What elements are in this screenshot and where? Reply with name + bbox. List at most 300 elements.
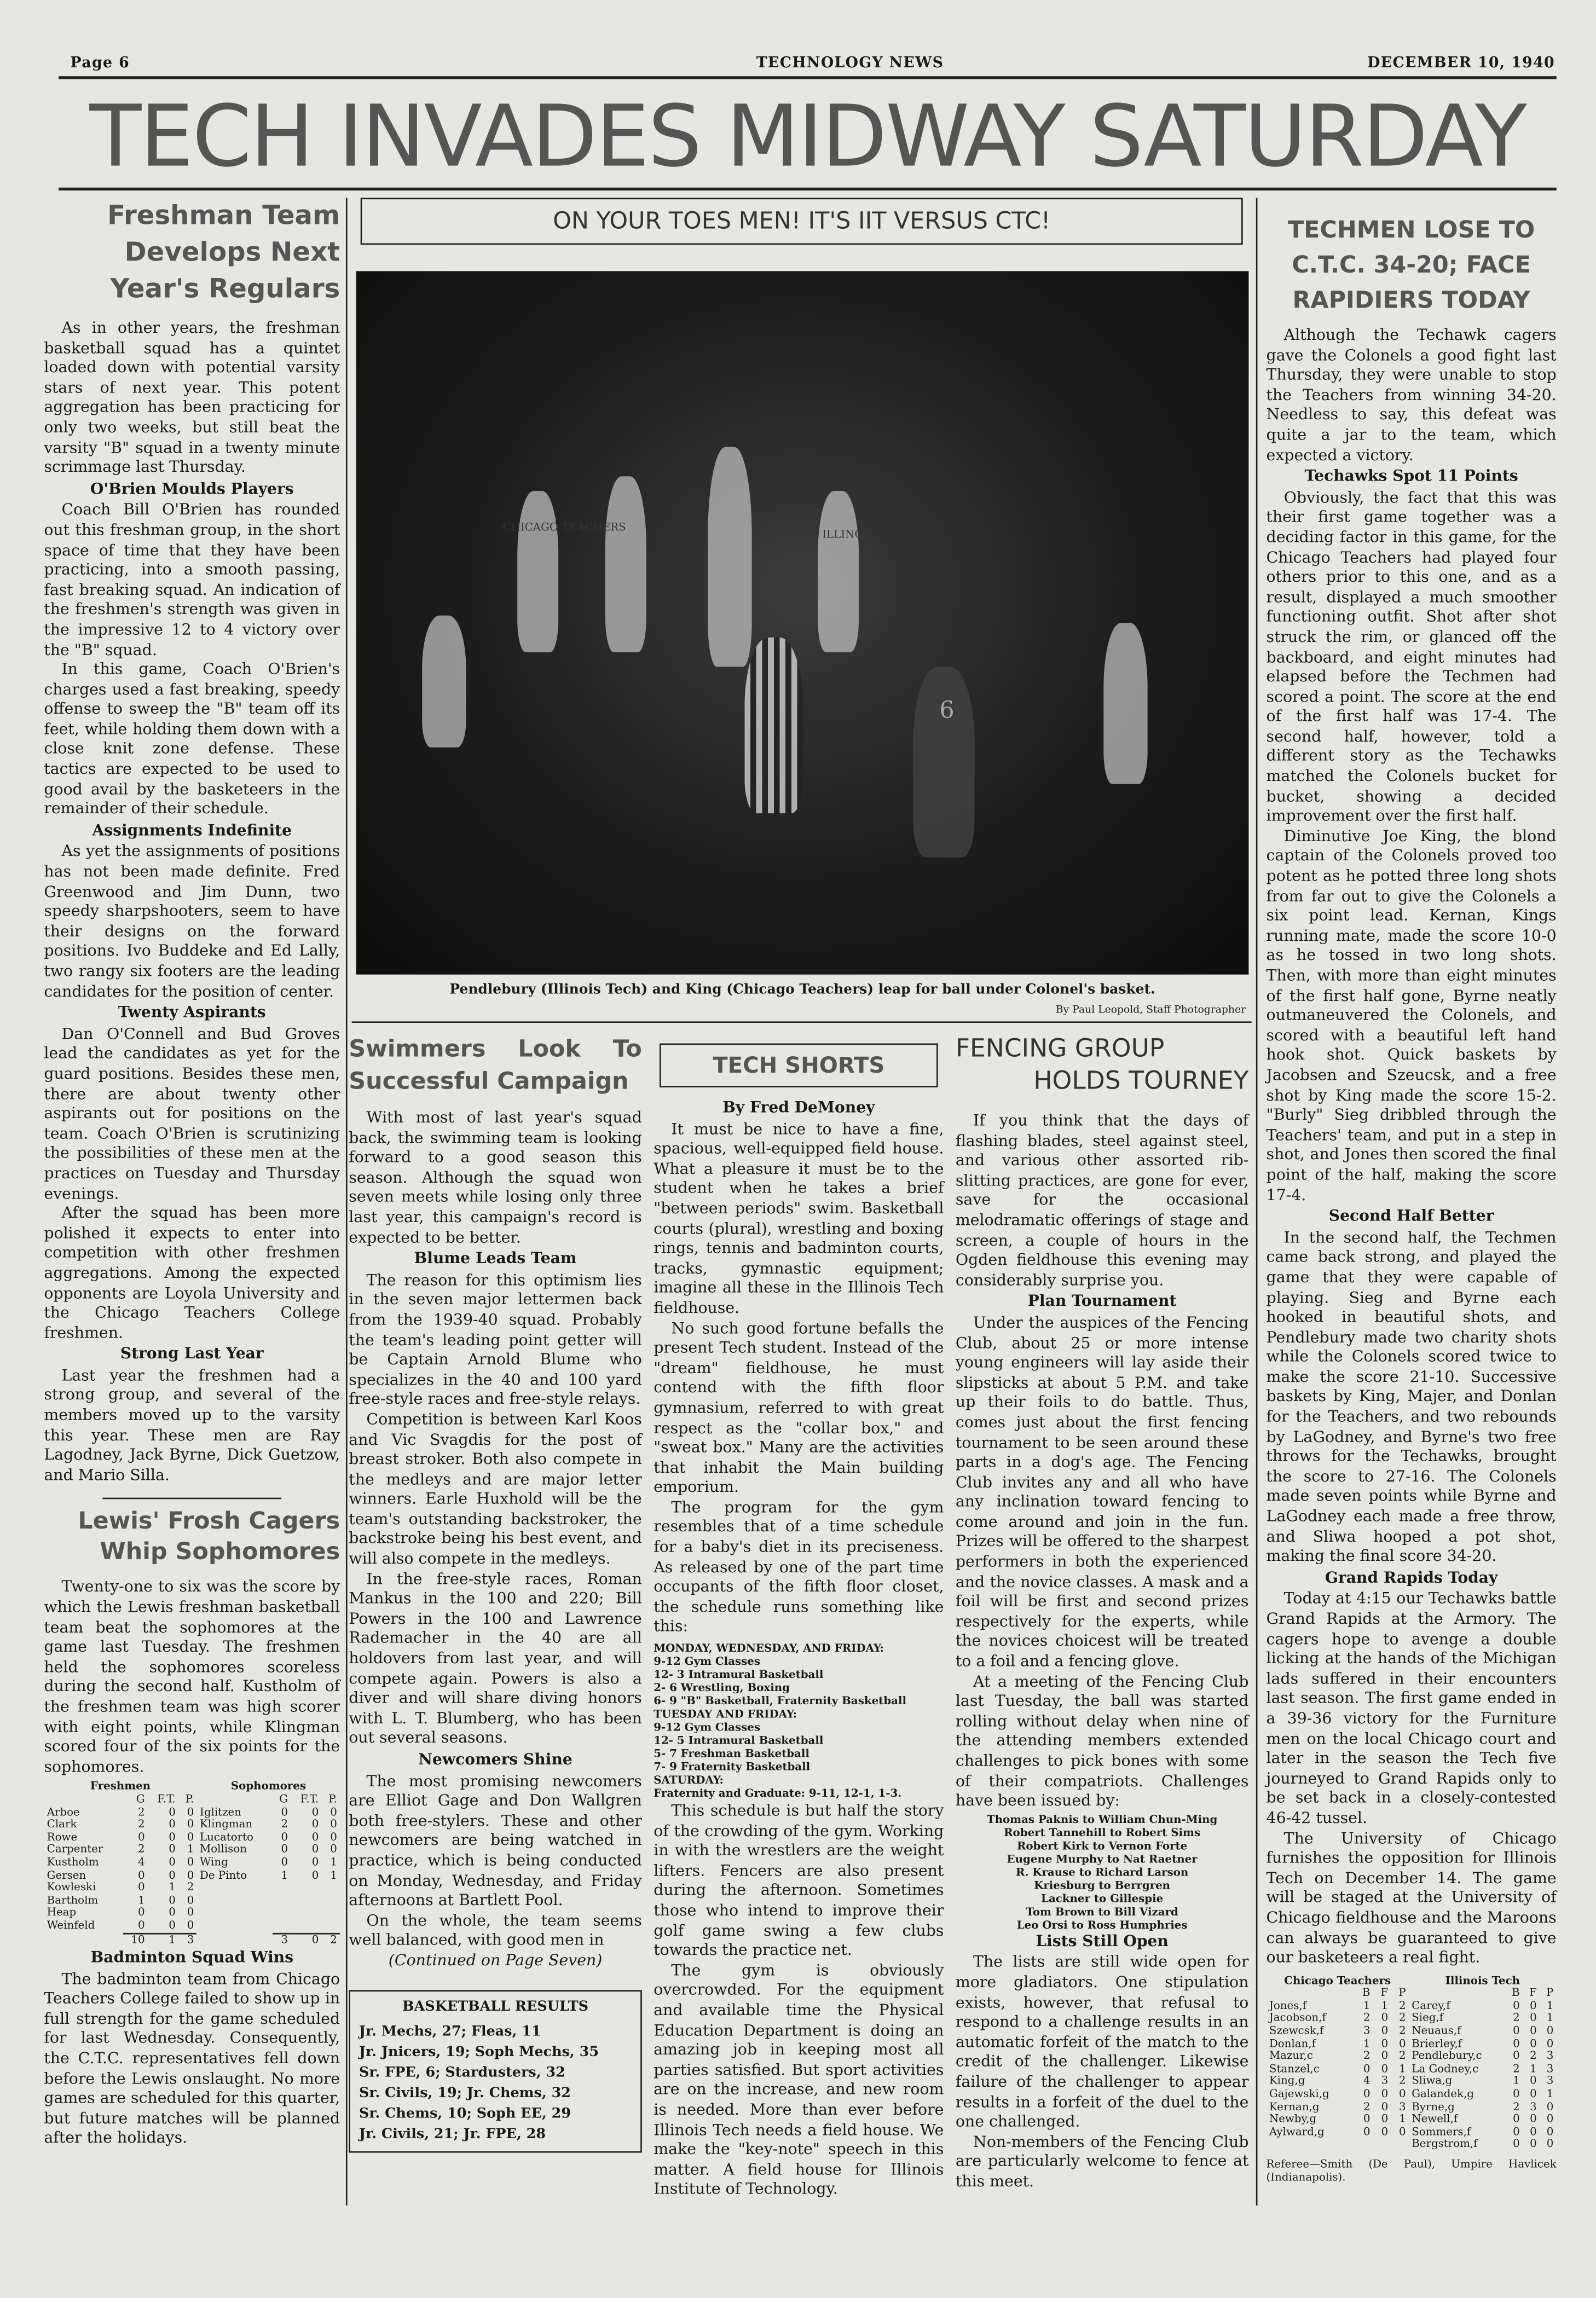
box-cell: F.T. xyxy=(157,1792,176,1805)
box-cell: 1 xyxy=(1381,1999,1389,2012)
ctc-box-score xyxy=(1267,1975,1557,2151)
box-cell: 0 xyxy=(169,1830,176,1843)
box-cell xyxy=(1391,2139,1409,2151)
box-cell: Arboe xyxy=(47,1804,80,1818)
box-cell: Stanzel,c xyxy=(1269,2062,1320,2075)
box-cell: 0 xyxy=(1546,2036,1554,2050)
box-cell: 0 xyxy=(1381,2024,1389,2037)
photo-caption: Pendlebury (Illinois Tech) and King (Chicago Teachers) leap for ball under Colonel's basket. xyxy=(449,982,1155,998)
techmen-headline: TECHMEN LOSE TO C.T.C. 34-20; FACE RAPIDIERS TODAY xyxy=(1287,215,1535,314)
box-cell: 2 xyxy=(1513,2099,1520,2113)
box-cell: 2 xyxy=(138,1842,145,1856)
box-cell: 0 xyxy=(169,1905,176,1919)
box-cell: 0 xyxy=(1513,2036,1520,2050)
box-cell: F xyxy=(1529,1986,1537,2000)
challenge-item: Robert Kirk to Vernon Forte xyxy=(1016,1838,1188,1853)
box-cell: 0 xyxy=(187,1817,194,1831)
paragraph: The lists are still wide open for more gladiators. One stipulation exists, however, that refusal to respond to a challenge results in an automatic forfeit of the match to the credit of the challenger. Likewise failure of the challenger to appear results in a forfeit of the duel to the one challenged. xyxy=(955,1954,1249,2131)
box-cell: 0 xyxy=(281,1830,288,1843)
lewis-body: Twenty-one to six was the score by which the Lewis freshman basketball team beat the sophomores at the game last Tuesday. The freshmen held the sophomores scoreless during the second half. Kustholm of the freshmen team was high scorer with eight points, while Klingman scored four of the six points for the sophomores. xyxy=(44,1579,340,1776)
box-cell: 2 xyxy=(1398,1999,1406,2012)
box-cell xyxy=(322,1895,340,1907)
box-cell: Kernan,g xyxy=(1269,2099,1320,2113)
box-cell: De Pinto xyxy=(200,1867,247,1881)
box-cell: 1 xyxy=(1546,1999,1554,2012)
box-cell: Byrne,g xyxy=(1412,2099,1455,2113)
paragraph: As yet the assignments of positions has not been made definite. Fred Greenwood and Jim Dunn, two speedy sharpshooters, seem to have their designs on the forward positions. Ivo Buddeke and Ed Lally, two rangy six footers are the leading candidates for the position of center. xyxy=(44,843,340,1000)
box-cell xyxy=(197,1882,273,1895)
box-cell: 1 xyxy=(1530,2062,1537,2075)
challenge-item: Kriesburg to Berrgren xyxy=(1034,1878,1171,1892)
paragraph: Today at 4:15 our Techawks battle Grand Rapids at the Armory. The cagers hope to avenge a double licking at the hands of the Michigan lads suffered in their encounters last season. The first game ended in a 39-36 victory for the Furniture men on the local Chicago court and later in the season the Tech five journeyed to Grand Rapids only to be set back in a closely-contested 46-42 tussel. xyxy=(1266,1590,1557,1827)
paragraph: Dan O'Connell and Bud Groves lead the candidates as yet for the guard positions. Besides these men, there are about twenty other aspirants out for positions on the team. Coach O'Brien is scrutinizing the possibilities of these men at the practices on Tuesday and Thursday evenings. xyxy=(44,1025,340,1203)
subheading: Newcomers Shine xyxy=(418,1751,573,1769)
box-cell: P xyxy=(1398,1986,1406,2000)
swimmers-article xyxy=(349,1033,642,2152)
box-cell xyxy=(291,1895,321,1907)
schedule-line: 12- 5 Intramural Basketball xyxy=(654,1733,824,1747)
box-cell: 0 xyxy=(1363,2125,1371,2138)
paragraph: The reason for this optimism lies in the seven major lettermen back from the 1939-40 squad. Probably the team's leading point getter will be Captain Arnold Blume who specializes in the 40 and 100 yard free-style races and free-style relays. xyxy=(349,1271,642,1409)
challenge-item: Robert Tannehill to Robert Sims xyxy=(1004,1825,1201,1839)
box-cell: 2 xyxy=(1363,2099,1371,2113)
box-cell: 0 xyxy=(1546,2112,1554,2126)
lewis-box-score xyxy=(44,1781,340,1946)
box-cell: 2 xyxy=(1363,2011,1371,2025)
paragraph: It must be nice to have a fine, spacious, well-equipped field house. What a pleasure it must be to the student when he takes a brief "between periods" swim. Basketball courts (plural), wrestling and boxing rings, tennis and badminton courts, tracks, gymnastic equipment; imagine all these in the Illinois Tech fieldhouse. xyxy=(654,1120,944,1318)
box-cell: 0 xyxy=(138,1867,145,1881)
box-cell: 0 xyxy=(291,1933,321,1946)
box-cell: 1 xyxy=(330,1855,337,1868)
jersey-number: 6 xyxy=(939,696,955,724)
gym-schedule xyxy=(654,1641,944,1799)
box-cell: P xyxy=(1546,1986,1554,2000)
box-cell: 0 xyxy=(169,1842,176,1856)
paragraph: If you think that the days of flashing blades, steel against steel, and various other assorted rib-slitting practices, are gone for ever, save for the occasional melodramatic offerings of stage and screen, a couple of hours in the Ogden fieldhouse this evening may considerably surprise you. xyxy=(955,1112,1249,1289)
box-cell: 2 xyxy=(187,1880,194,1894)
box-cell: 0 xyxy=(169,1918,176,1931)
subheading: Grand Rapids Today xyxy=(1325,1569,1498,1587)
box-cell: 0 xyxy=(1530,1999,1537,2012)
box-cell xyxy=(44,1793,123,1806)
result-item: Jr. Mechs, 27; Fleas, 11 xyxy=(359,2023,541,2040)
box-cell: Bartholm xyxy=(47,1892,99,1906)
box-cell: 2 xyxy=(1398,2074,1406,2088)
schedule-line: 9-12 Gym Classes xyxy=(654,1720,761,1734)
box-cell: 0 xyxy=(1398,2087,1406,2100)
result-item: Sr. Chems, 10; Soph EE, 29 xyxy=(359,2105,571,2122)
subheading: Strong Last Year xyxy=(120,1345,264,1364)
table-row xyxy=(44,1907,340,1920)
page-number: Page 6 xyxy=(70,55,130,72)
table-row xyxy=(1267,2025,1557,2038)
box-cell: 3 xyxy=(1381,2074,1389,2088)
box-cell: 0 xyxy=(330,1817,337,1831)
box-cell: 0 xyxy=(187,1830,194,1843)
box-cell: 1 xyxy=(1398,2112,1406,2126)
box-cell: 0 xyxy=(311,1842,319,1856)
schedule-line: 9-12 Gym Classes xyxy=(654,1654,761,1668)
jersey-text: CHICAGO TEACHERS xyxy=(502,520,626,534)
box-cell: 1 xyxy=(148,1933,178,1946)
box-cell: 3 xyxy=(1530,2099,1537,2113)
paragraph: The gym is obviously overcrowded. For the equipment and available time the Physical Education Department is doing an amazing job in keeping most all parties satisfied. But sport activities are on the increase, and new room is needed. More than ever before Illinois Tech needs a field house. We make the "key-note" speech in this matter. A field house for Illinois Institute of Technology. xyxy=(654,1961,944,2199)
box-cell: 0 xyxy=(1363,2062,1371,2075)
paragraph: The most promising newcomers are Elliot Gage and Don Wallgren both free-stylers. These and other newcomers are being watched in practice, which is being conducted on Monday, Wednesday, and Friday afternoons at Bartlett Pool. xyxy=(349,1772,642,1910)
box-cell: Donlan,f xyxy=(1269,2036,1316,2050)
badminton-body: The badminton team from Chicago Teachers College failed to show up in full strength for the game scheduled for last Wednesday. Consequently, the C.T.C. representatives fell down before the Lewis onslaught. No more games are scheduled for this quarter, but future matches will be planned after the holidays. xyxy=(44,1970,340,2148)
box-cell xyxy=(197,1920,273,1933)
box-cell: Rowe xyxy=(47,1830,78,1843)
box-cell: Illinois Tech xyxy=(1445,1973,1520,1987)
schedule-line: 7- 9 Fraternity Basketball xyxy=(654,1760,811,1774)
byline: By Fred DeMoney xyxy=(722,1099,875,1117)
box-cell: 0 xyxy=(169,1855,176,1868)
challenge-item: Leo Orsi to Ross Humphries xyxy=(1016,1918,1188,1931)
box-cell xyxy=(1267,1988,1355,2000)
box-cell: 0 xyxy=(1513,2112,1520,2126)
box-cell: 0 xyxy=(1546,2099,1554,2113)
box-cell: Weinfeld xyxy=(47,1918,95,1932)
box-cell: Mazur,c xyxy=(1269,2049,1313,2063)
box-cell: Sophomores xyxy=(230,1779,307,1793)
challenge-item: Eugene Murphy to Nat Raetner xyxy=(1007,1852,1198,1866)
box-cell xyxy=(322,1920,340,1933)
box-cell: Sommers,f xyxy=(1412,2125,1471,2138)
box-cell xyxy=(1267,2139,1355,2151)
box-cell: 1 xyxy=(169,1880,176,1894)
box-cell xyxy=(197,1895,273,1907)
box-cell: 0 xyxy=(1381,2087,1389,2100)
box-cell: 1 xyxy=(1513,2074,1520,2088)
box-cell: 3 xyxy=(1363,2024,1371,2037)
box-cell: Iglitzen xyxy=(200,1804,242,1818)
paragraph: At a meeting of the Fencing Club last Tuesday, the ball was started rolling without delay when nine of the attending members extended challenges to pick bones with some of their compatriots. Challenges have been issued by: xyxy=(955,1672,1249,1810)
box-cell: Kowleski xyxy=(47,1880,96,1894)
box-cell: 0 xyxy=(1530,2011,1537,2025)
table-row xyxy=(1267,2088,1557,2101)
box-cell: 0 xyxy=(1381,2112,1389,2126)
box-cell: 3 xyxy=(1546,2062,1554,2075)
box-cell: 0 xyxy=(138,1880,145,1894)
paragraph: As in other years, the freshman basketball squad has a quintet loaded down with potential varsity stars of next year. This potent aggregation has been practicing for only two weeks, but still beat the varsity "B" squad in a twenty minute scrimmage last Thursday. xyxy=(44,319,340,477)
tech-shorts-title: TECH SHORTS xyxy=(660,1044,938,1087)
issue-date: DECEMBER 10, 1940 xyxy=(1367,55,1555,72)
box-cell: 0 xyxy=(1530,2112,1537,2126)
box-cell: 0 xyxy=(1513,1999,1520,2012)
paragraph: After the squad has been more polished it expects to enter into competition with other freshmen aggregations. Among the expected opponents are Loyola University and the Chicago Teachers College freshmen. xyxy=(44,1205,340,1342)
box-cell: Neuaus,f xyxy=(1412,2024,1461,2037)
box-cell: 0 xyxy=(1546,2125,1554,2138)
box-cell: 0 xyxy=(1513,2087,1520,2100)
challenge-item: R. Krause to Richard Larson xyxy=(1016,1865,1189,1879)
box-cell: 1 xyxy=(1546,2011,1554,2025)
box-cell: 0 xyxy=(330,1830,337,1843)
box-cell: 0 xyxy=(1546,2024,1554,2037)
box-cell: King,g xyxy=(1269,2074,1305,2088)
paragraph: In the free-style races, Roman Mankus in the 100 and 220; Bill Powers in the 100 and Lawrence Rademacher in the 40 are all holdovers from last year, and will compete again. Powers is also a diver and will share diving honors with L. T. Blumberg, who has been out several seasons. xyxy=(349,1570,642,1747)
paragraph: Coach Bill O'Brien has rounded out this freshman group, in the short space of time that they have been practicing, into a smooth passing, fast breaking squad. An indication of the freshmen's strength was given in the impressive 12 to 4 victory over the "B" squad. xyxy=(44,501,340,659)
box-cell: Szewcsk,f xyxy=(1269,2024,1324,2037)
box-cell: 4 xyxy=(1363,2074,1371,2088)
box-cell: 3 xyxy=(178,1933,196,1946)
box-cell: G xyxy=(136,1792,145,1805)
swimmers-headline: Swimmers Look To Successful Campaign xyxy=(349,1034,642,1095)
paragraph: The University of Chicago furnishes the opposition for Illinois Tech on December 14. The game will be staged at the University of Chicago fieldhouse and the Maroons can always be guaranteed to give our basketeers a real fight. xyxy=(1266,1830,1557,1967)
paragraph: With most of last year's squad back, the swimming team is looking forward to a good season this season. Although the squad won seven meets while losing only three last year, this campaign's record is expected to be better. xyxy=(349,1109,642,1247)
box-cell: 0 xyxy=(330,1842,337,1856)
photo-credit: By Paul Leopold, Staff Photographer xyxy=(1055,1004,1246,1016)
paragraph: Diminutive Joe King, the blond captain of the Colonels proved too potent as he potted three long shots from far out to give the Colonels a six point lead. Kernan, Kings running mate, made the score 10-0 as he tossed in two long shots. Then, with more than eight minutes of the first half gone, Byrne neatly outmaneuvered the Colonels, and scored with a beautiful left hand hook shot. Quick baskets by Jacobsen and Szeucsk, and a free shot by King made the score 15-2. "Burly" Sieg dribbled through the Teachers' team, and put in a step in shot, and Jones then scored the final point of the half, making the score 17-4. xyxy=(1266,827,1557,1204)
box-cell: Sliwa,g xyxy=(1412,2074,1453,2088)
schedule-line: SATURDAY: xyxy=(654,1773,724,1787)
table-row xyxy=(44,1920,340,1933)
schedule-line: TUESDAY AND FRIDAY: xyxy=(654,1707,797,1721)
table-row xyxy=(1267,2114,1557,2126)
box-cell: Sieg,f xyxy=(1412,2011,1444,2025)
badminton-subhead: Badminton Squad Wins xyxy=(90,1949,294,1967)
box-cell: 0 xyxy=(1530,2074,1537,2088)
box-cell: 0 xyxy=(169,1817,176,1831)
box-cell: 10 xyxy=(123,1933,148,1946)
box-cell: Kustholm xyxy=(47,1855,99,1868)
schedule-line: 6- 9 "B" Basketball, Fraternity Basketball xyxy=(654,1694,907,1707)
box-cell: 2 xyxy=(1398,2024,1406,2037)
subheading: O'Brien Moulds Players xyxy=(90,480,294,498)
box-cell xyxy=(197,1907,273,1920)
box-cell: Bergstrom,f xyxy=(1412,2137,1478,2151)
box-cell: 0 xyxy=(1381,2062,1389,2075)
box-cell: 1 xyxy=(1363,2036,1371,2050)
box-cell: 2 xyxy=(138,1817,145,1831)
headline-rule xyxy=(59,188,1557,190)
box-cell xyxy=(44,1933,123,1946)
box-cell: 2 xyxy=(1513,2011,1520,2025)
freshman-article xyxy=(44,198,340,2150)
result-item: Sr. Civils, 19; Jr. Chems, 32 xyxy=(359,2085,571,2101)
lists-open-subhead: Lists Still Open xyxy=(1036,1932,1169,1950)
box-cell: 1 xyxy=(330,1867,337,1881)
jersey-text: ILLINOIS TECH xyxy=(822,527,912,541)
schedule-line: 2- 6 Wrestling, Boxing xyxy=(654,1681,790,1694)
box-cell: 0 xyxy=(281,1842,288,1856)
subheading: Techawks Spot 11 Points xyxy=(1304,467,1518,485)
box-cell: Jacobson,f xyxy=(1269,2011,1326,2025)
box-cell: F.T. xyxy=(300,1792,319,1805)
paragraph: Last year the freshmen had a strong group, and several of the members moved up to the varsity this year. These men are Ray Lagodney, Jack Byrne, Dick Guetzow, and Mario Silla. xyxy=(44,1367,340,1485)
box-cell: 2 xyxy=(1363,2049,1371,2063)
box-cell xyxy=(273,1920,291,1933)
box-cell: 3 xyxy=(1546,2049,1554,2063)
box-cell: 1 xyxy=(138,1892,145,1906)
paragraph: The program for the gym resembles that of a time schedule for a baby's diet in its preciseness. As released by one of the part time occupants of the fifth floor closet, the schedule runs something like this: xyxy=(654,1498,944,1636)
paragraph: Under the auspices of the Fencing Club, about 25 or more intense young engineers will lay aside their slipsticks at about 5 P.M. and take up their foils to do battle. Thus, comes just about the first fencing tournament to be seen around these parts in a dog's age. The Fencing Club invites any and all who have any inclination toward fencing to come around and join in the fun. Prizes will be offered to the sharpest performers in both the experienced and the novice classes. A mask and a foil will be first and second prizes respectively for the experts, while the novices choicest will be treated to a foil and a fencing glove. xyxy=(955,1314,1249,1671)
fencing-headline-1: FENCING GROUP xyxy=(955,1034,1165,1064)
box-cell: 1 xyxy=(187,1842,194,1856)
box-cell: 0 xyxy=(187,1804,194,1818)
basketball-results-box xyxy=(349,1989,642,2152)
box-cell: 0 xyxy=(169,1804,176,1818)
table-row xyxy=(44,1819,340,1831)
box-cell: 0 xyxy=(187,1867,194,1881)
box-cell: 0 xyxy=(1513,2049,1520,2063)
box-cell xyxy=(291,1907,321,1920)
box-cell xyxy=(322,1882,340,1895)
subheading: Assignments Indefinite xyxy=(92,821,292,840)
box-cell: 1 xyxy=(1546,2087,1554,2100)
tech-shorts-column xyxy=(654,1044,944,2201)
box-cell: Carey,f xyxy=(1412,1999,1450,2012)
box-cell: Aylward,g xyxy=(1269,2125,1325,2138)
box-cell xyxy=(273,1907,291,1920)
paragraph: Obviously, the fact that this was their first game together was a deciding factor in this game, for the Chicago Teachers had played four others prior to this one, and as a result, displayed a much smoother functioning outfit. Shot after shot struck the rim, or glanced off the backboard, and eight minutes had elapsed before the Techmen had scored a point. The score at the end of the first half was 17-4. The second half, however, told a different story as the Techawks matched the Colonels bucket for bucket, showing a decided improvement over the first half. xyxy=(1266,489,1557,826)
paper-name: TECHNOLOGY NEWS xyxy=(756,55,944,72)
box-cell: 4 xyxy=(138,1855,145,1868)
challenge-item: Thomas Paknis to William Chun-Ming xyxy=(986,1812,1218,1826)
box-cell: 3 xyxy=(273,1933,291,1946)
box-cell xyxy=(1409,1988,1505,2000)
box-cell: 1 xyxy=(1363,1999,1371,2012)
box-cell: 0 xyxy=(1530,2036,1537,2050)
box-cell: Wing xyxy=(200,1855,228,1868)
box-cell: 2 xyxy=(281,1817,288,1831)
box-cell xyxy=(291,1882,321,1895)
box-cell: F xyxy=(1380,1986,1389,2000)
box-cell: 0 xyxy=(1398,2036,1406,2050)
box-cell: Newby,g xyxy=(1269,2112,1317,2126)
box-cell: Klingman xyxy=(200,1817,253,1831)
paragraph: In this game, Coach O'Brien's charges used a fast breaking, speedy offense to sweep the "B" team off its feet, while holding them down with a close knit zone defense. These tactics are expected to be used to good avail by the basketeers in the remainder of their schedule. xyxy=(44,661,340,818)
table-row xyxy=(1267,2139,1557,2151)
referee-note: Referee—Smith (De Paul), Umpire Havlicek (Indianapolis). xyxy=(1266,2157,1557,2184)
box-cell: Gajewski,g xyxy=(1269,2087,1329,2100)
paragraph: Non-members of the Fencing Club are particularly welcome to fence at this meet. xyxy=(955,2133,1249,2191)
box-cell: 0 xyxy=(1363,2087,1371,2100)
box-cell: 0 xyxy=(187,1892,194,1906)
box-cell: 0 xyxy=(1398,2125,1406,2138)
box-cell: Carpenter xyxy=(47,1842,103,1856)
box-cell: 0 xyxy=(1513,2137,1520,2151)
box-cell: 0 xyxy=(187,1855,194,1868)
box-cell: 0 xyxy=(1381,2125,1389,2138)
box-cell: 0 xyxy=(330,1804,337,1818)
box-cell: 2 xyxy=(1398,2011,1406,2025)
box-cell: 0 xyxy=(1381,2036,1389,2050)
box-cell: 0 xyxy=(187,1918,194,1931)
box-cell: 3 xyxy=(1546,2074,1554,2088)
main-headline: TECH INVADES MIDWAY SATURDAY xyxy=(89,86,1526,187)
masthead-rule xyxy=(59,76,1557,79)
box-cell: 2 xyxy=(322,1933,340,1946)
box-cell: 0 xyxy=(138,1830,145,1843)
box-cell: 2 xyxy=(1513,2062,1520,2075)
box-cell xyxy=(273,1882,291,1895)
freshman-headline: Freshman Team Develops Next Year's Regulars xyxy=(107,200,340,305)
paragraph: Competition is between Karl Koos and Vic Svagdis for the post of breast stroker. Both also compete in the medleys and are major letter winners. Earle Huxhold will be the team's outstanding backstroker, the backstroke being his best event, and will also compete in the medleys. xyxy=(349,1411,642,1568)
box-cell: 0 xyxy=(1546,2137,1554,2151)
box-cell: 0 xyxy=(311,1804,319,1818)
box-cell: Freshmen xyxy=(90,1779,151,1793)
schedule-line: 5- 7 Freshman Basketball xyxy=(654,1746,809,1761)
box-cell xyxy=(1355,2139,1373,2151)
box-cell: 0 xyxy=(1381,2099,1389,2113)
box-cell: 3 xyxy=(1398,2099,1406,2113)
box-cell: P. xyxy=(328,1792,337,1805)
result-item: Jr. Jnicers, 19; Soph Mechs, 35 xyxy=(359,2044,599,2060)
box-cell xyxy=(273,1895,291,1907)
box-cell: 0 xyxy=(169,1867,176,1881)
box-cell: 0 xyxy=(311,1867,319,1881)
box-cell: Pendlebury,c xyxy=(1412,2049,1482,2063)
box-cell: P. xyxy=(185,1792,194,1805)
schedule-line: MONDAY, WEDNESDAY, AND FRIDAY: xyxy=(654,1641,884,1655)
box-cell: B xyxy=(1362,1986,1371,2000)
box-cell: Chicago Teachers xyxy=(1284,1973,1391,1987)
box-cell: 0 xyxy=(281,1855,288,1868)
box-cell: 0 xyxy=(311,1855,319,1868)
challenge-item: Lackner to Gillespie xyxy=(1041,1891,1164,1905)
table-row xyxy=(44,1856,340,1869)
box-cell: 0 xyxy=(138,1905,145,1919)
box-cell: 0 xyxy=(1530,2137,1537,2151)
box-cell: 2 xyxy=(138,1804,145,1818)
box-cell: 0 xyxy=(187,1905,194,1919)
box-cell: 0 xyxy=(1513,2024,1520,2037)
paragraph: In the second half, the Techmen came back strong, and played the game that they were capable of playing. Sieg and Byrne each hooked in beautiful shots, and Pendlebury made two charity shots while the Colonels scored twice to make the score 21-10. Successive baskets by King, Majer, and Donlan for the Teachers, and two rebounds by LaGodney, and Byrne's two free throws for the Techawks, brought the score to 27-16. The Colonels made seven points while Byrne and LaGodney each made a free throw, and Sliwa hooped a pot shot, making the final score 34-20. xyxy=(1266,1229,1557,1566)
fencing-headline-2: HOLDS TOURNEY xyxy=(1033,1067,1249,1096)
schedule-line: Fraternity and Graduate: 9-11, 12-1, 1-3. xyxy=(654,1786,902,1800)
techmen-article xyxy=(1267,212,1557,2184)
box-cell: 0 xyxy=(1530,2125,1537,2138)
box-cell xyxy=(1373,2139,1391,2151)
box-cell: Mollison xyxy=(200,1842,247,1856)
box-cell: Gersen xyxy=(47,1867,86,1881)
box-cell: La Godney,c xyxy=(1412,2062,1479,2075)
box-cell: 0 xyxy=(1513,2125,1520,2138)
box-cell: 0 xyxy=(1363,2112,1371,2126)
box-cell: 1 xyxy=(281,1867,288,1881)
box-cell: B xyxy=(1512,1986,1520,2000)
box-cell xyxy=(197,1793,273,1806)
subheading: Plan Tournament xyxy=(1027,1293,1177,1311)
challenge-item: Tom Brown to Bill Vizard xyxy=(1026,1905,1178,1918)
box-cell: 0 xyxy=(281,1804,288,1818)
box-cell: 0 xyxy=(138,1918,145,1931)
box-cell: Heap xyxy=(47,1905,77,1919)
subheading: Blume Leads Team xyxy=(414,1250,577,1268)
fencing-article xyxy=(956,1033,1249,2193)
box-cell: 0 xyxy=(1530,2024,1537,2037)
lewis-headline: Lewis' Frosh Cagers Whip Sophomores xyxy=(78,1507,340,1566)
challenge-list xyxy=(956,1813,1249,1931)
box-cell xyxy=(291,1920,321,1933)
subheading: Twenty Aspirants xyxy=(118,1004,266,1022)
subheading: Second Half Better xyxy=(1328,1207,1494,1225)
paragraph: This schedule is but half the story of the crowding of the gym. Working in with the wrestlers are the weight lifters. Fencers are also present during the afternoon. Sometimes those who intend to improve their golf game swing a few clubs towards the practice net. xyxy=(654,1802,944,1960)
table-row xyxy=(44,1882,340,1895)
continued-note: (Continued on Page Seven) xyxy=(388,1952,603,1970)
box-cell: 0 xyxy=(169,1892,176,1906)
box-cell: 0 xyxy=(311,1830,319,1843)
box-cell xyxy=(322,1907,340,1920)
schedule-line: 12- 3 Intramural Basketball xyxy=(654,1668,824,1681)
box-cell: 0 xyxy=(1381,2011,1389,2025)
box-cell: Newell,f xyxy=(1412,2112,1458,2126)
basketball-photo xyxy=(356,271,1249,974)
result-item: Sr. FPE, 6; Stardusters, 32 xyxy=(359,2064,565,2081)
box-cell: 0 xyxy=(311,1817,319,1831)
result-item: Jr. Civils, 21; Jr. FPE, 28 xyxy=(359,2126,546,2142)
